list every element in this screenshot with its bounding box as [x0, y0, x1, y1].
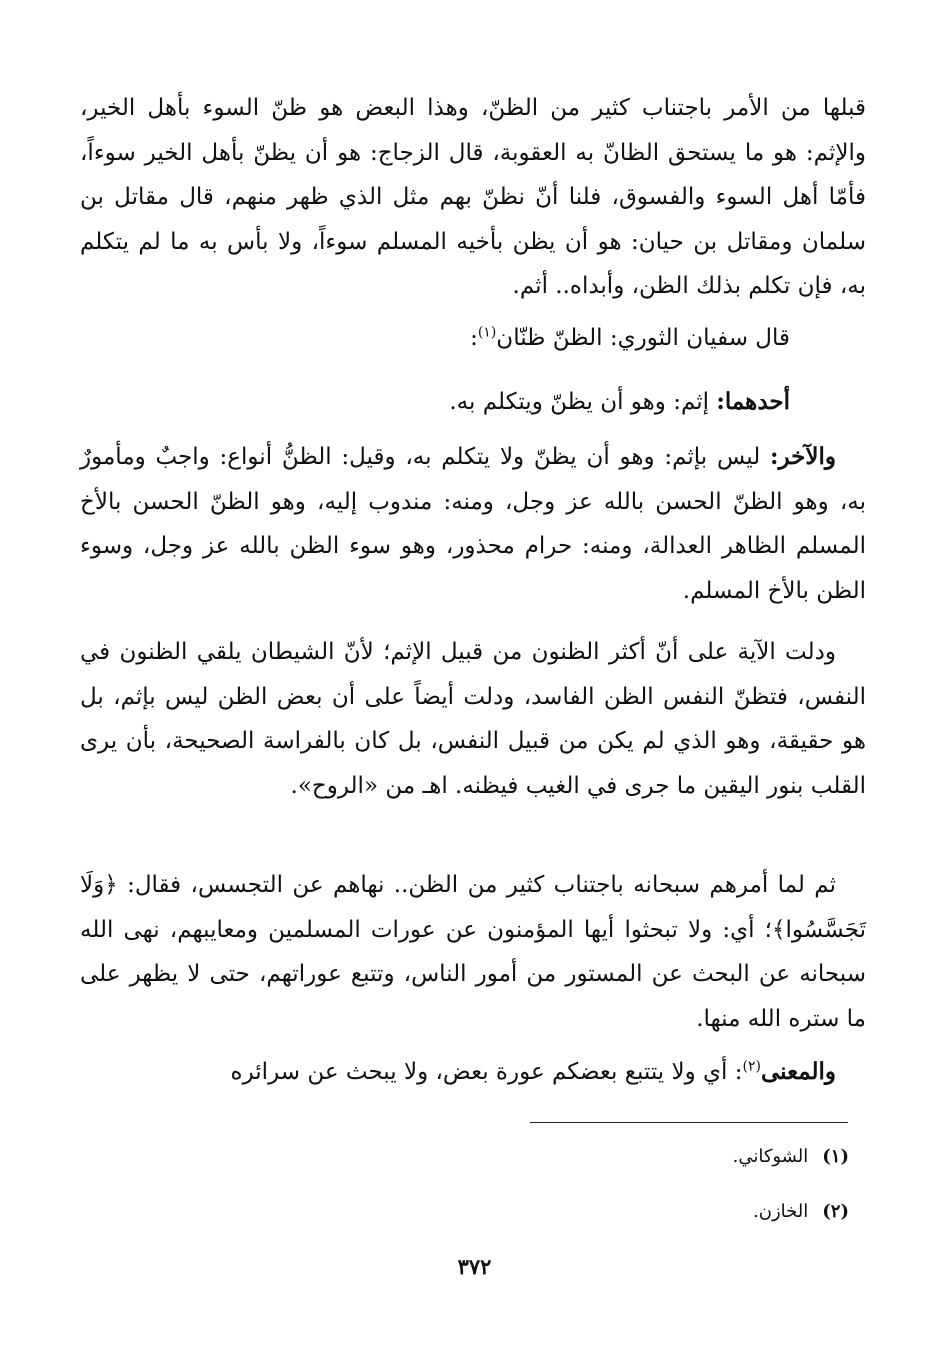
paragraph-6-text: ثم لما أمرهم سبحانه باجتناب كثير من الظن.. نهاهم عن التجسس، فقال: ﴿وَلَا تَجَسَّسُوا﴾؛ أي: ولا تبحثوا أيها المؤمنون عن عورات المسلمين ومعايبهم، نهى الله سبحانه عن البحث عن المستور من أمور الناس، وتتبع عوراتهم، حتى لا يظهر على ما ستره الله منها. [80, 872, 866, 1032]
paragraph-3-text: إثم: وهو أن يظنّ ويتكلم به. [449, 389, 717, 415]
paragraph-6-line [80, 863, 866, 1041]
paragraph-7-lead: والمعنى [760, 1058, 836, 1085]
paragraph-1 [80, 86, 866, 309]
footnote-ref-2: (٢) [742, 1058, 761, 1075]
paragraph-5-text: ودلت الآية على أنّ أكثر الظنون من قبيل الإثم؛ لأنّ الشيطان يلقي الظنون في النفس، فتظنّ النفس الظن الفاسد، ودلت أيضاً على أن بعض الظن ليس بإثم، بل هو حقيقة، وهو الذي لم يكن من قبيل النفس، بل كان بالفراسة الصحيحة، بأن يرى القلب بنور اليقين ما جرى في الغيب فيظنه. اهـ من «الروح». [80, 639, 866, 799]
paragraph-3-line [80, 380, 790, 425]
page-number: ٣٧٢ [457, 1254, 492, 1279]
paragraph-7-text: : أي ولا يتتبع بعضكم عورة بعض، ولا يبحث عن سرائره [230, 1059, 743, 1085]
paragraph-7 [80, 1050, 866, 1095]
footnote-ref-1: (١) [477, 324, 497, 341]
paragraph-6 [80, 863, 866, 1041]
paragraph-2 [80, 316, 866, 361]
paragraph-1-text: قبلها من الأمر باجتناب كثير من الظنّ، وهذا البعض هو ظنّ السوء بأهل الخير، والإثم: هو ما يستحق الظانّ به العقوبة، قال الزجاج: هو أن يظنّ بأهل الخير سوءاً، فأمّا أهل السوء والفسوق، فلنا أنّ نظنّ بهم مثل الذي ظهر منهم، قال مقاتل بن سلمان ومقاتل بن حيان: هو أن يظن بأخيه المسلم سوءاً، ولا بأس به ما لم يتكلم به، فإن تكلم بذلك الظن، وأبداه.. أثم. [80, 95, 866, 299]
footnote-divider [530, 1122, 848, 1123]
footnote-2 [753, 1200, 849, 1224]
footnote-1-text: الشوكاني. [732, 1146, 809, 1167]
paragraph-3 [80, 380, 866, 425]
paragraph-5 [80, 630, 866, 808]
footnote-2-text: الخازن. [753, 1201, 809, 1222]
paragraph-4 [80, 435, 866, 613]
paragraph-2-text: قال سفيان الثوري: الظنّ ظنّان [496, 325, 790, 351]
paragraph-2-line [80, 316, 790, 361]
footnote-1 [733, 1145, 849, 1169]
footnote-1-number: (١) [822, 1146, 849, 1167]
paragraph-5-line [80, 630, 866, 808]
paragraph-4-line [80, 435, 866, 613]
paragraph-4-text: ليس بإثم: وهو أن يظنّ ولا يتكلم به، وقيل: الظنُّ أنواع: واجبٌ ومأمورٌ به، وهو الظنّ الحسن بالله عز وجل، ومنه: مندوب إليه، وهو الظنّ الحسن بالأخ المسلم الظاهر العدالة، ومنه: حرام محذور، وهو سوء الظن بالله عز وجل، وسوء الظن بالأخ المسلم. [80, 444, 866, 604]
paragraph-2-end: : [470, 325, 478, 351]
paragraph-4-lead: والآخر: [769, 443, 836, 470]
paragraph-7-line [80, 1050, 866, 1095]
paragraph-3-lead: أحدهما: [716, 388, 790, 415]
footnote-2-number: (٢) [822, 1201, 849, 1222]
